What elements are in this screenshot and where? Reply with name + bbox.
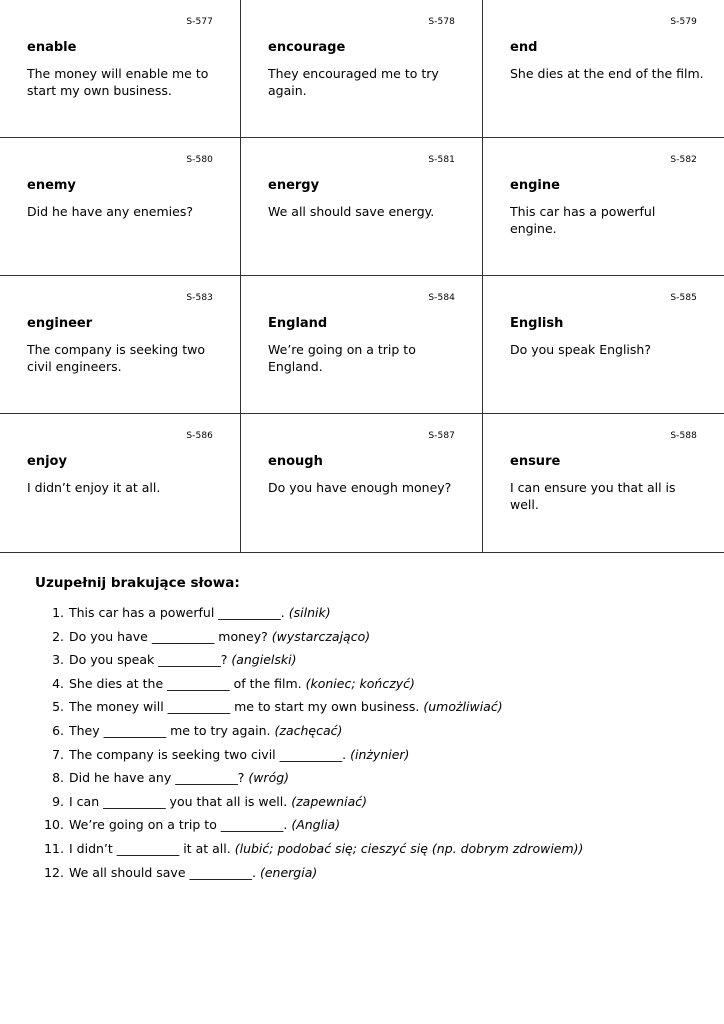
item-text: Did he have any __________? [69,770,245,786]
item-hint: (wystarczająco) [271,628,371,644]
item-text: Do you have __________ money? [69,628,268,644]
card-word: encourage [268,40,346,55]
item-number: 6. [52,722,64,738]
item-hint: (lubić; podobać się; cieszyć się (np. dobrym zdrowiem)) [234,840,584,856]
card-code: S-588 [670,431,697,441]
flashcard [241,414,483,552]
flashcard [241,276,483,414]
card-code: S-586 [186,431,213,441]
card-code: S-582 [670,155,697,165]
item-text: The company is seeking two civil __________. [69,746,347,762]
card-word: enemy [27,178,76,193]
flashcard [0,138,241,276]
card-sentence: Do you speak English? [510,342,651,357]
flashcard [241,0,483,138]
item-hint: (zachęcać) [274,722,343,738]
item-text: They __________ me to try again. [69,722,271,738]
card-sentence: They encouraged me to try again. [268,66,439,98]
card-word: energy [268,178,320,193]
item-number: 11. [44,840,64,856]
card-word: engineer [27,316,93,331]
exercise-item [35,652,695,676]
exercise-item [35,794,695,818]
item-hint: (silnik) [288,605,331,620]
card-word: enjoy [27,454,67,469]
item-hint: (energia) [259,864,318,880]
item-number: 5. [52,699,64,715]
item-text: The money will __________ me to start my own business. [69,699,420,715]
item-number: 4. [52,675,64,691]
item-number: 7. [52,746,64,762]
card-sentence: She dies at the end of the film. [510,66,704,81]
exercise-section [35,575,695,888]
flashcard [0,276,241,414]
item-hint: (inżynier) [350,746,410,762]
card-sentence: We all should save energy. [268,204,435,219]
item-text: I didn’t __________ it at all. [69,840,231,856]
exercise-item [35,605,695,629]
exercise-item [35,770,695,794]
flashcard [483,276,724,414]
item-number: 9. [52,793,64,809]
exercise-item [35,841,695,865]
flashcard [241,138,483,276]
item-hint: (umożliwiać) [423,699,503,715]
card-sentence: I didn’t enjoy it at all. [27,480,161,495]
exercise-item [35,699,695,723]
card-code: S-579 [670,17,697,27]
card-code: S-584 [428,293,455,303]
flashcard [483,414,724,552]
card-word: enough [268,454,323,469]
item-text: I can __________ you that all is well. [69,793,288,809]
card-word: enable [27,40,77,55]
item-hint: (zapewniać) [291,793,367,809]
item-number: 10. [44,817,64,833]
exercise-title: Uzupełnij brakujące słowa: [35,575,240,591]
exercise-item [35,629,695,653]
item-hint: (Anglia) [291,817,341,833]
card-word: English [510,316,564,331]
card-word: England [268,316,328,331]
card-word: engine [510,178,560,193]
item-number: 3. [52,652,64,668]
flashcard [483,0,724,138]
item-text: Do you speak __________? [69,652,228,668]
card-sentence: This car has a powerful engine. [510,204,656,236]
exercise-item [35,865,695,889]
item-hint: (koniec; kończyć) [305,675,415,691]
card-code: S-577 [186,17,213,27]
exercise-list [35,605,695,888]
flashcard [0,414,241,552]
exercise-item [35,723,695,747]
item-text: We’re going on a trip to __________. [69,817,288,833]
exercise-item [35,676,695,700]
card-code: S-583 [186,293,213,303]
card-word: end [510,40,538,55]
item-number: 8. [52,770,64,786]
item-hint: (wróg) [248,770,290,786]
card-sentence: We’re going on a trip to England. [268,342,416,374]
card-sentence: The company is seeking two civil engineers. [27,342,205,374]
exercise-item [35,817,695,841]
card-sentence: Did he have any enemies? [27,204,193,219]
item-text: We all should save __________. [69,864,256,880]
item-text: This car has a powerful __________. [69,605,285,620]
item-number: 2. [52,628,64,644]
card-code: S-581 [428,155,455,165]
exercise-item [35,747,695,771]
card-code: S-580 [186,155,213,165]
card-code: S-587 [428,431,455,441]
card-code: S-578 [428,17,455,27]
item-hint: (angielski) [231,652,297,668]
item-text: She dies at the __________ of the film. [69,675,302,691]
flashcard [0,0,241,138]
item-number: 12. [44,864,64,880]
card-code: S-585 [670,293,697,303]
flashcard [483,138,724,276]
card-sentence: I can ensure you that all is well. [510,480,676,512]
card-sentence: The money will enable me to start my own business. [27,66,209,98]
card-sentence: Do you have enough money? [268,480,452,495]
card-word: ensure [510,454,561,469]
item-number: 1. [52,605,64,620]
